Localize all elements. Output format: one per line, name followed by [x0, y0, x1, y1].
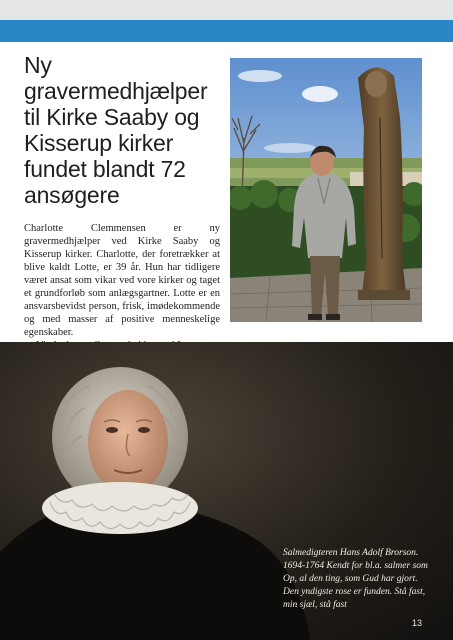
portrait-caption: Salmedigteren Hans Adolf Brorson. 1694-1764 Kendt for bl.a. salmer som Op, al den ting, som Gud har gjort. Den yndigste rose er funden. Stå fast, min sjæl, stå fast — [283, 548, 428, 610]
article-headline: Ny gravermedhjælper til Kirke Saaby og Kisserup kirker fundet blandt 72 ansøgere — [24, 52, 208, 208]
article-body — [24, 222, 220, 352]
article-paragraph-1: Charlotte Clemmensen er ny gravermedhjælper ved Kirke Saaby og Kisserup kirker. Charlotte, der foretrækker at blive kaldt Lotte, er 39 år. Hun har tidligere været ansat som vikar ved vore kirker og taget et grundforløb som anlægsgartner. Lotte er en ansvarsbevidst person, frisk, imødekommende og med masser af positive menneskelige egenskaber. — [24, 223, 220, 338]
gravedigger-photo — [230, 58, 422, 322]
page-number: 13 — [412, 618, 423, 628]
accent-bar — [0, 20, 453, 42]
top-header-strip — [0, 0, 453, 20]
